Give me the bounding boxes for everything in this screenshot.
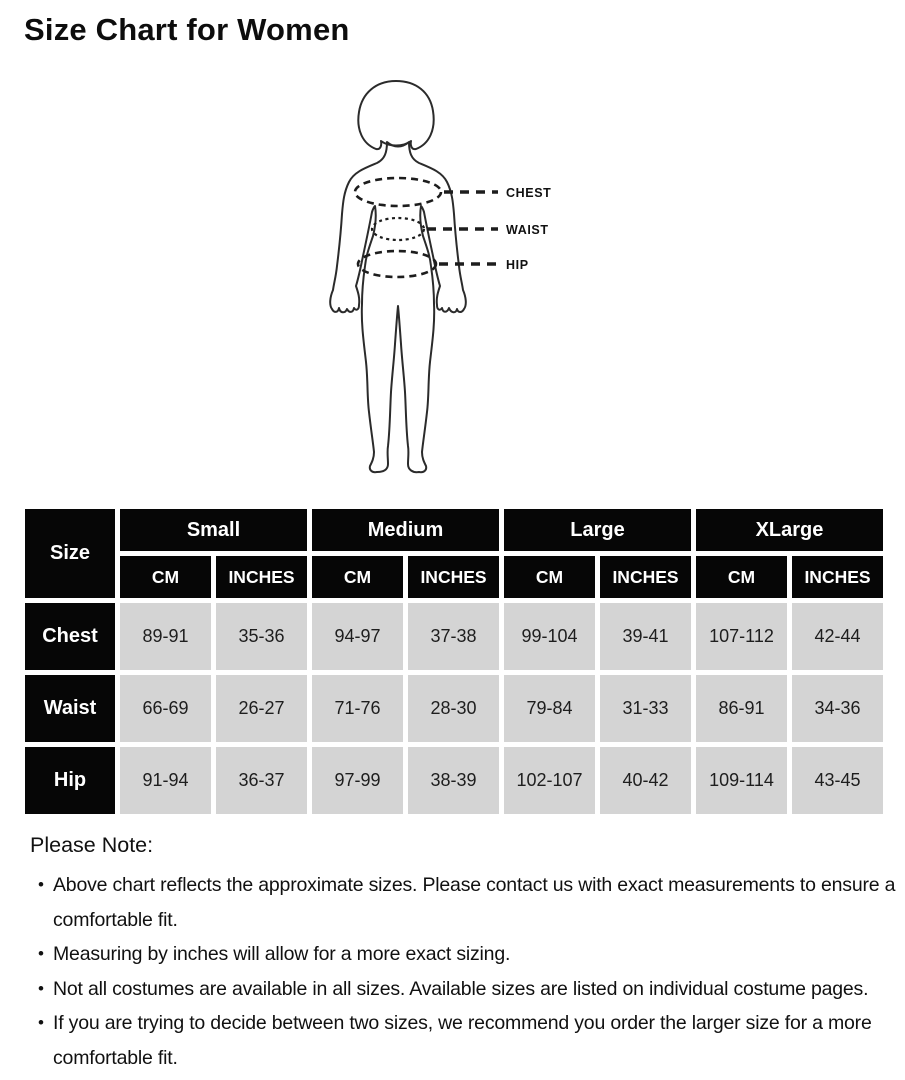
hip-xlarge-inches: 43-45 <box>792 747 883 814</box>
chest-label: CHEST <box>506 186 552 200</box>
waist-xlarge-cm: 86-91 <box>696 675 787 742</box>
chest-xlarge-cm: 107-112 <box>696 603 787 670</box>
unit-header-inches: INCHES <box>408 556 499 598</box>
size-corner-cell: Size <box>25 509 115 598</box>
unit-header-inches: INCHES <box>216 556 307 598</box>
waist-small-inches: 26-27 <box>216 675 307 742</box>
unit-header-cm: CM <box>312 556 403 598</box>
notes-section <box>10 833 896 1075</box>
waist-small-cm: 66-69 <box>120 675 211 742</box>
waist-large-cm: 79-84 <box>504 675 595 742</box>
row-label-hip: Hip <box>25 747 115 814</box>
group-header-medium: Medium <box>312 509 499 551</box>
chest-medium-cm: 94-97 <box>312 603 403 670</box>
table-row-waist <box>25 675 883 742</box>
note-item: • Measuring by inches will allow for a more exact sizing. <box>38 937 896 972</box>
group-header-large: Large <box>504 509 691 551</box>
hip-ellipse <box>358 251 436 277</box>
head-outline <box>358 81 433 149</box>
waist-xlarge-inches: 34-36 <box>792 675 883 742</box>
note-item: • Above chart reflects the approximate sizes. Please contact us with exact measurements to ensure a comfortable fit. <box>38 868 896 937</box>
unit-header-inches: INCHES <box>600 556 691 598</box>
group-header-xlarge: XLarge <box>696 509 883 551</box>
unit-header-cm: CM <box>120 556 211 598</box>
row-label-waist: Waist <box>25 675 115 742</box>
group-header-small: Small <box>120 509 307 551</box>
waist-medium-cm: 71-76 <box>312 675 403 742</box>
note-item: • Not all costumes are available in all sizes. Available sizes are listed on individual costume pages. <box>38 972 896 1007</box>
waist-large-inches: 31-33 <box>600 675 691 742</box>
chest-small-inches: 35-36 <box>216 603 307 670</box>
table-row-units <box>25 556 883 598</box>
note-item: • If you are trying to decide between two sizes, we recommend you order the larger size for a more comfortable fit. <box>38 1006 896 1075</box>
unit-header-cm: CM <box>696 556 787 598</box>
unit-header-cm: CM <box>504 556 595 598</box>
body-measurement-diagram <box>0 0 905 495</box>
notes-list <box>10 868 896 1075</box>
hip-medium-cm: 97-99 <box>312 747 403 814</box>
hip-medium-inches: 38-39 <box>408 747 499 814</box>
hip-large-inches: 40-42 <box>600 747 691 814</box>
chest-small-cm: 89-91 <box>120 603 211 670</box>
table-row-size-groups <box>25 509 883 551</box>
table-row-chest <box>25 603 883 670</box>
unit-header-inches: INCHES <box>792 556 883 598</box>
chest-medium-inches: 37-38 <box>408 603 499 670</box>
chest-xlarge-inches: 42-44 <box>792 603 883 670</box>
waist-label: WAIST <box>506 223 549 237</box>
notes-heading: Please Note: <box>30 833 154 857</box>
hip-label: HIP <box>506 258 529 272</box>
chest-large-cm: 99-104 <box>504 603 595 670</box>
size-table-section <box>20 504 888 819</box>
table-row-hip <box>25 747 883 814</box>
hip-small-inches: 36-37 <box>216 747 307 814</box>
hip-small-cm: 91-94 <box>120 747 211 814</box>
hip-xlarge-cm: 109-114 <box>696 747 787 814</box>
waist-medium-inches: 28-30 <box>408 675 499 742</box>
hip-large-cm: 102-107 <box>504 747 595 814</box>
row-label-chest: Chest <box>25 603 115 670</box>
chest-ellipse <box>355 178 441 206</box>
waist-ellipse <box>372 218 424 240</box>
size-chart-table <box>20 504 888 819</box>
chest-large-inches: 39-41 <box>600 603 691 670</box>
page-title: Size Chart for Women <box>24 12 350 47</box>
